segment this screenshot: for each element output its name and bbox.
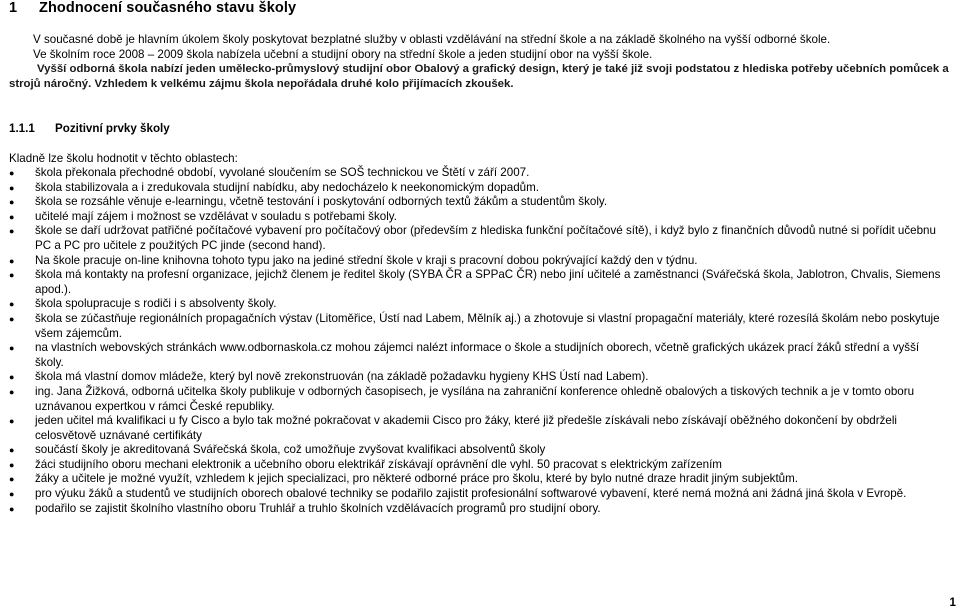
section-heading [9,0,296,16]
list-item [0,268,948,297]
list-item [0,443,948,458]
list-item-text: žáci studijního oboru mechani elektronik a učebního oboru elektrikář získávají oprávnění dle vyhl. 50 pracovat s elektrickým zařízením [35,457,722,471]
list-item-text: jeden učitel má kvalifikaci u fy Cisco a bylo tak možné pokračovat v akademii Cisco pro žáky, které již předešle získávali nebo získávají oběžného dokončení by obdrželi celosvětově uznávané certifikáty [35,414,898,442]
list-item [0,472,948,487]
bullet-icon: ● [9,168,15,178]
list-item [0,181,948,196]
list-item-text: škola překonala přechodné období, vyvolané sloučením se SOŠ technickou ve Štětí v září 2007. [35,166,530,179]
bullet-icon: ● [9,299,15,310]
bullet-icon: ● [9,372,15,383]
bullet-icon: ● [9,459,15,470]
list-item [0,414,948,443]
list-item [0,166,948,181]
subsection-heading [9,122,170,135]
list-item-text: škola spolupracuje s rodiči i s absolventy školy. [35,297,277,311]
bullet-icon: ● [9,313,15,324]
list-item-text: součástí školy je akreditovaná Svářečská škola, což umožňuje zvyšovat kvalifikaci absolventů školy [35,443,546,457]
bullet-icon: ● [9,270,15,281]
page-number: 1 [949,596,956,609]
list-item-text: podařilo se zajistit školního vlastního oboru Truhlář a truhlo školních vzdělávacích programů pro studijní obory. [35,501,601,515]
bullet-icon: ● [9,503,15,514]
list-item-text: pro výuku žáků a studentů ve studijních oborech obalové techniky se podařilo zajistit profesionální softwarové vybavení, které nemá možná ani žádná jiná škola v Evropě. [35,487,907,501]
list-item [0,254,948,269]
subsection-title: Pozitivní prvky školy [55,122,170,135]
list-item-text: škola stabilizovala a i zredukovala studijní nabídku, aby nedocházelo k neekonomickým dopadům. [35,180,539,194]
paragraph-school-year: Ve školním roce 2008 – 2009 škola nabízela učební a studijní obory na střední škole a jeden studijní obor na vyšší škole. [33,48,653,61]
list-item [0,312,948,341]
list-item-text: škola se zúčastňuje regionálních propagačních výstav (Litoměřice, Ústí nad Labem, Mělník aj.) a zhotovuje si vlastní propagační materiály, které rozesílá školám nebo poskytuje všem zájemcům. [35,311,940,340]
list-item [0,195,948,210]
bullet-icon: ● [9,343,15,354]
paragraph-higher-school: Vyšší odborná škola nabízí jeden umělecko-průmyslový studijní obor Obalový a grafický design, který je také již svoji podstatou z hlediska potřeby učebních pomůcek a strojů náročný. Vzhledem k velkému zájmu škola nepořádala druhé kolo přijímacích zkoušek. [9,63,949,90]
bullet-icon: ● [9,416,15,427]
list-item-text: žáky a učitele je možné využít, vzhledem k jejich specializaci, pro některé odborné práce pro školu, které by bylo nutné draze hradit jiným subjektům. [35,472,798,486]
bullet-icon: ● [9,226,15,237]
list-item-text: na vlastních webovských stránkách www.odbornaskola.cz mohou zájemci nalézt informace o škole a studijních oborech, včetně grafických ukázek prací žáků střední a vyšší školy. [35,341,920,369]
list-item [0,385,948,414]
positive-aspects-list [0,166,948,516]
list-item-text: Na škole pracuje on-line knihovna tohoto typu jako na jediné střední škole v kraji s pracovní dobou pokrývající každý den v týdnu. [35,253,698,267]
bullet-icon: ● [9,255,15,266]
bullet-icon: ● [9,474,15,485]
bullet-icon: ● [9,489,15,500]
list-item [0,224,948,253]
list-item-text: škole se daří udržovat patřičné počítačové vybavení pro počítačový obor (především z hlediska funkční počítačové sítě), i když bylo z finančních důvodů nutné si pořídit učebnu PC a PC pro učitele z použitých PC jinde (second hand). [35,224,936,252]
list-item-text: škola má vlastní domov mládeže, který byl nově zrekonstruován (na základě požadavku hygieny KHS Ústí nad Labem). [35,370,649,384]
bullet-icon: ● [9,211,15,222]
list-item [0,210,948,225]
list-item [0,502,948,517]
section-title: Zhodnocení současného stavu školy [39,0,297,16]
list-intro: Kladně lze školu hodnotit v těchto oblastech: [9,152,238,165]
list-item-text: škola má kontakty na profesní organizace, jejichž členem je ředitel školy (SYBA ČR a SPPaC ČR) nebo jiní učitelé a zaměstnanci (Svářečská škola, Jablotron, Chvalis, Siemens apod.). [35,268,941,296]
list-item-text: učitelé mají zájem i možnost se vzdělávat v souladu s potřebami školy. [35,209,397,223]
subsection-number: 1.1.1 [9,122,35,135]
paragraph-intro: V současné době je hlavním úkolem školy poskytovat bezplatné služby v oblasti vzdělávání na střední škole a na základě školného na vyšší odborné škole. [33,33,831,46]
list-item [0,297,948,312]
bullet-icon: ● [9,182,15,193]
list-item-text: ing. Jana Žižková, odborná učitelka školy publikuje v odborných časopisech, je vysílána na zahraniční konference ohledně obalových a tiskových technik a je v tomto oboru uznávanou expertkou v rámci České republiky. [35,384,915,413]
list-item [0,487,948,502]
bullet-icon: ● [9,386,15,397]
section-number: 1 [9,0,18,16]
bullet-icon: ● [9,445,15,456]
list-item [0,458,948,473]
list-item [0,370,948,385]
list-item [0,341,948,370]
bullet-icon: ● [9,197,15,208]
list-item-text: škola se rozsáhle věnuje e-learningu, včetně testování i poskytování odborných textů žákům a studentům školy. [35,195,608,209]
